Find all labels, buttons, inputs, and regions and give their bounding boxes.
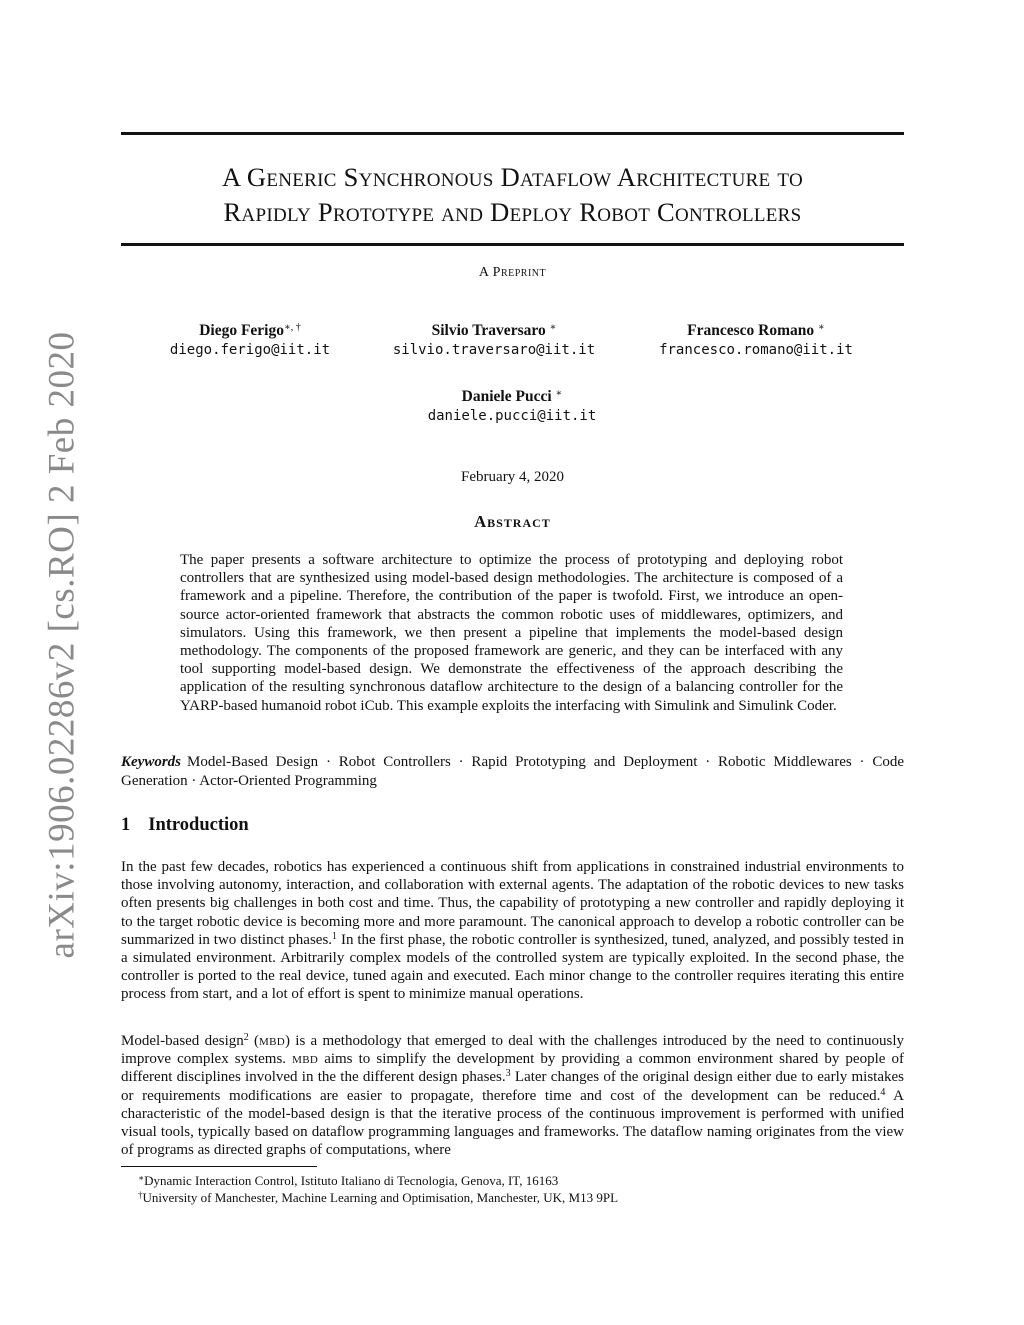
author-affiliation-marks: ∗ — [555, 388, 563, 399]
author-name: Daniele Pucci ∗ — [461, 388, 563, 405]
keywords-text: Model-Based Design · Robot Controllers · Rapid Prototyping and Deployment · Robotic Middlewares · Code Generation · Actor-Oriented Programming — [121, 754, 904, 789]
title-top-rule — [121, 132, 904, 135]
author-affiliation-marks: ∗ — [549, 322, 557, 333]
paper-title — [121, 160, 904, 230]
footnotes — [138, 1172, 898, 1206]
section-heading-introduction — [121, 815, 249, 836]
section-title: Introduction — [148, 815, 249, 835]
author-name: Francesco Romano ∗ — [687, 322, 825, 339]
intro-paragraph-2: Model-based design$^2$ (mbd) is a methodology that emerged to deal with the challenges introduced by the need to continuously improve complex systems. mbd aims to simplify the development by providing a common environment shared by people of different disciplines involved in the the different design phases.$^3$ Later changes of the original design either due to early mistakes or requirements modifications are easier to propagate, therefore time and cost of the development can be reduced.$^4$ A characteristic of the model-based design is that the iterative process of the continuous improvement is performed with unified visual tools, typically based on dataflow programming languages and frameworks. The dataflow naming originates from the view of programs as directed graphs of computations, where — [121, 1032, 905, 1159]
footnote-affiliation-2: †University of Manchester, Machine Learning and Optimisation, Manchester, UK, M13 9PL — [138, 1190, 619, 1205]
author-affiliation-marks: ∗ — [818, 322, 825, 333]
arxiv-identifier: arXiv:1906.02286v2 [cs.RO] 2 Feb 2020 — [41, 331, 83, 959]
title-line-2: Rapidly Prototype and Deploy Robot Controllers — [223, 197, 802, 227]
author-block-traversaro — [364, 318, 624, 360]
abbreviation-mbd: mbd — [292, 1051, 319, 1068]
author-affiliation-marks: ∗, † — [284, 322, 301, 333]
author-email: diego.ferigo@iit.it — [169, 342, 331, 358]
footnote-ref: 3 — [505, 1068, 511, 1080]
section-number: 1 — [121, 815, 131, 835]
preprint-label: A Preprint — [478, 265, 547, 280]
abbreviation-mbd: mbd — [259, 1033, 285, 1049]
author-name: Silvio Traversaro ∗ — [431, 322, 557, 339]
author-email: silvio.traversaro@iit.it — [392, 342, 596, 358]
author-email: daniele.pucci@iit.it — [427, 408, 597, 424]
author-name: Diego Ferigo∗, † — [199, 322, 301, 339]
footnote-mark: † — [138, 1190, 143, 1200]
footnote-ref: 2 — [243, 1032, 249, 1043]
intro-paragraph-1: In the past few decades, robotics has experienced a continuous shift from applications in constrained industrial environments to those involving autonomy, interaction, and collaboration with external agents. The adaptation of the robotic devices to new tasks often presents big challenges in both cost and time. Thus, the capability of prototyping a new controller and rapidly deploying it to the target robotic device is becoming more and more paramount. The canonical approach to develop a robotic controller can be summarized in two distinct phases.$^1$ In the first phase, the robotic controller is synthesized, tuned, analyzed, and possibly tested in a simulated environment. Arbitrarily complex models of the controlled system are typically exploited. In the second phase, the controller is ported to the real device, tuned again and executed. Each minor change to the controller requires iterating this entire process from start, and a lot of effort is spent to minimize manual operations. — [121, 859, 904, 1003]
footnote-ref: 4 — [880, 1086, 886, 1098]
abstract-body: The paper presents a software architecture to optimize the process of prototyping and deploying robot controllers that are synthesized using model-based design methodologies. The architecture is composed of a framework and a pipeline. Therefore, the contribution of the paper is twofold. First, we introduce an open-source actor-oriented framework that abstracts the common robotic uses of middlewares, optimizers, and simulators. Using this framework, we then present a pipeline that implements the model-based design methodology. The components of the proposed framework are generic, and they can be interfaced with any tool supporting model-based design. We demonstrate the effectiveness of the approach describing the application of the resulting synchronous dataflow architecture to the design of a balancing controller for the YARP-based humanoid robot iCub. This example exploits the interfacing with Simulink and Simulink Coder. — [180, 552, 843, 714]
footnote-ref: 1 — [332, 930, 338, 942]
footnote-affiliation-1: ∗Dynamic Interaction Control, Istituto Italiano di Tecnologia, Genova, IT, 16163 — [138, 1173, 559, 1188]
footnote-mark: ∗ — [138, 1173, 145, 1183]
keywords-label: Keywords — [121, 754, 181, 770]
author-block-romano — [626, 318, 886, 360]
keywords-block — [121, 753, 904, 790]
title-line-1: A Generic Synchronous Dataflow Architecture to — [222, 162, 803, 192]
title-bottom-rule — [121, 243, 904, 246]
author-block-pucci — [382, 384, 642, 426]
author-email: francesco.romano@iit.it — [659, 342, 853, 358]
abstract-heading: Abstract — [474, 512, 551, 531]
author-block-ferigo — [120, 318, 380, 360]
footnote-divider — [121, 1166, 317, 1167]
publication-date: February 4, 2020 — [461, 469, 564, 485]
